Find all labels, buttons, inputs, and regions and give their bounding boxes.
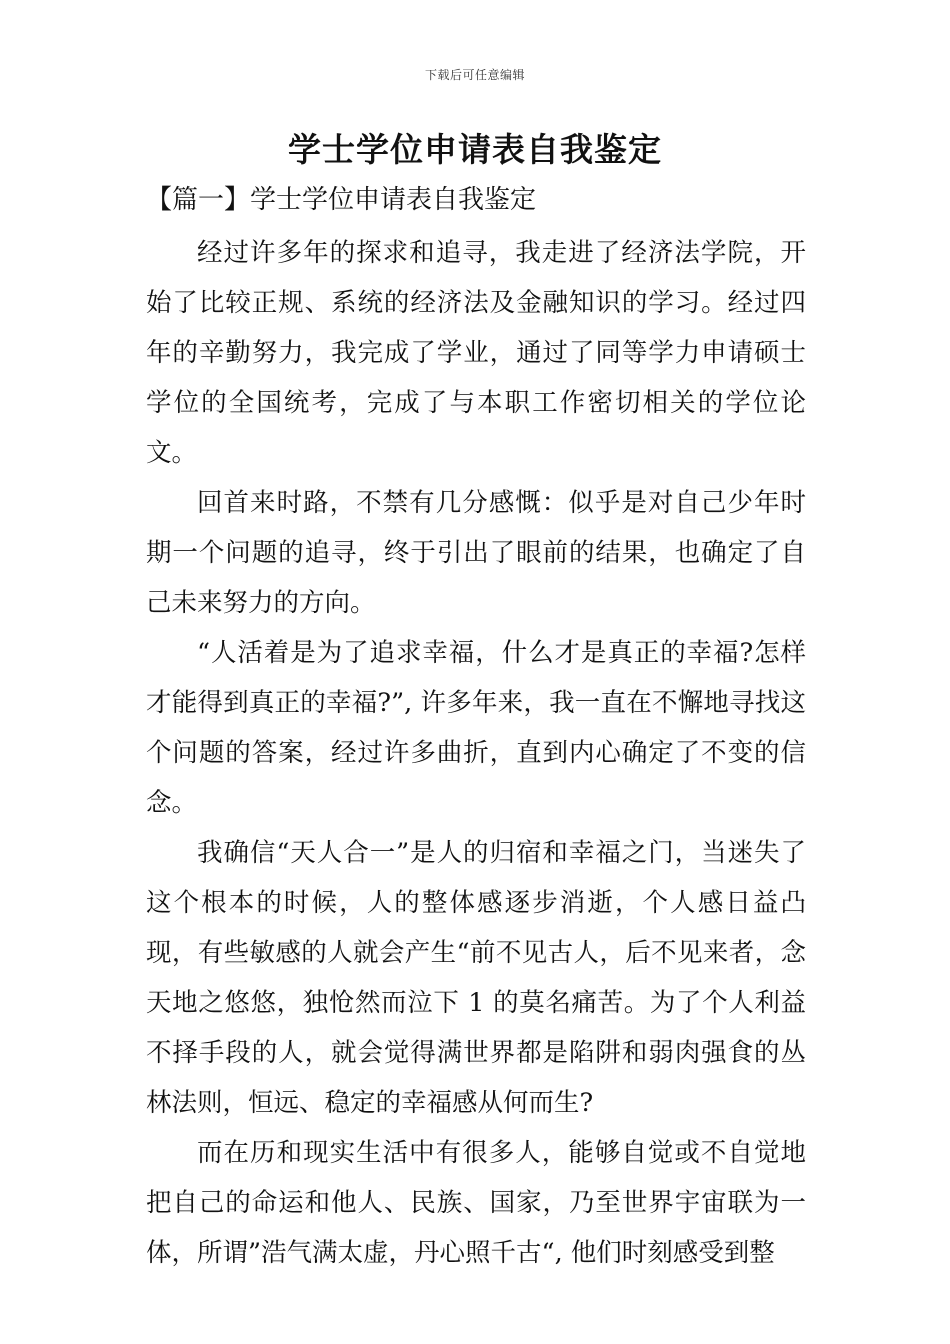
document-title: 学士学位申请表自我鉴定 (288, 130, 662, 169)
paragraph: “人活着是为了追求幸福，什么才是真正的幸福?怎样才能得到真正的幸福?”, 许多年来，我一直在不懈地寻找这个问题的答案，经过许多曲折，直到内心确定了不变的信念。 (146, 638, 806, 818)
paragraph: 而在历和现实生活中有很多人，能够自觉或不自觉地把自己的命运和他人、民族、国家，乃至世界宇宙联为一体，所谓”浩气满太虚，丹心照千古“, 他们时刻感受到整 (146, 1138, 806, 1268)
paragraph: 回首来时路，不禁有几分感慨：似乎是对自己少年时期一个问题的追寻，终于引出了眼前的结果，也确定了自己未来努力的方向。 (146, 488, 806, 618)
section-heading: 【篇一】学士学位申请表自我鉴定 (146, 185, 537, 215)
header-note: 下载后可任意编辑 (424, 68, 525, 82)
paragraph: 我确信“天人合一”是人的归宿和幸福之门，当迷失了这个根本的时候，人的整体感逐步消逝，个人感日益凸现，有些敏感的人就会产生“前不见古人，后不见来者，念天地之悠悠，独怆然而泣下 1 的莫名痛苦。为了个人利益不择手段的人，就会觉得满世界都是陷阱和弱肉强食的丛林法则，恒远、稳定的幸福感从何而生? (146, 838, 806, 1118)
document-body (146, 228, 806, 1278)
paragraph: 经过许多年的探求和追寻，我走进了经济法学院，开始了比较正规、系统的经济法及金融知识的学习。经过四年的辛勤努力，我完成了学业，通过了同等学力申请硕士学位的全国统考，完成了与本职工作密切相关的学位论文。 (146, 238, 806, 468)
